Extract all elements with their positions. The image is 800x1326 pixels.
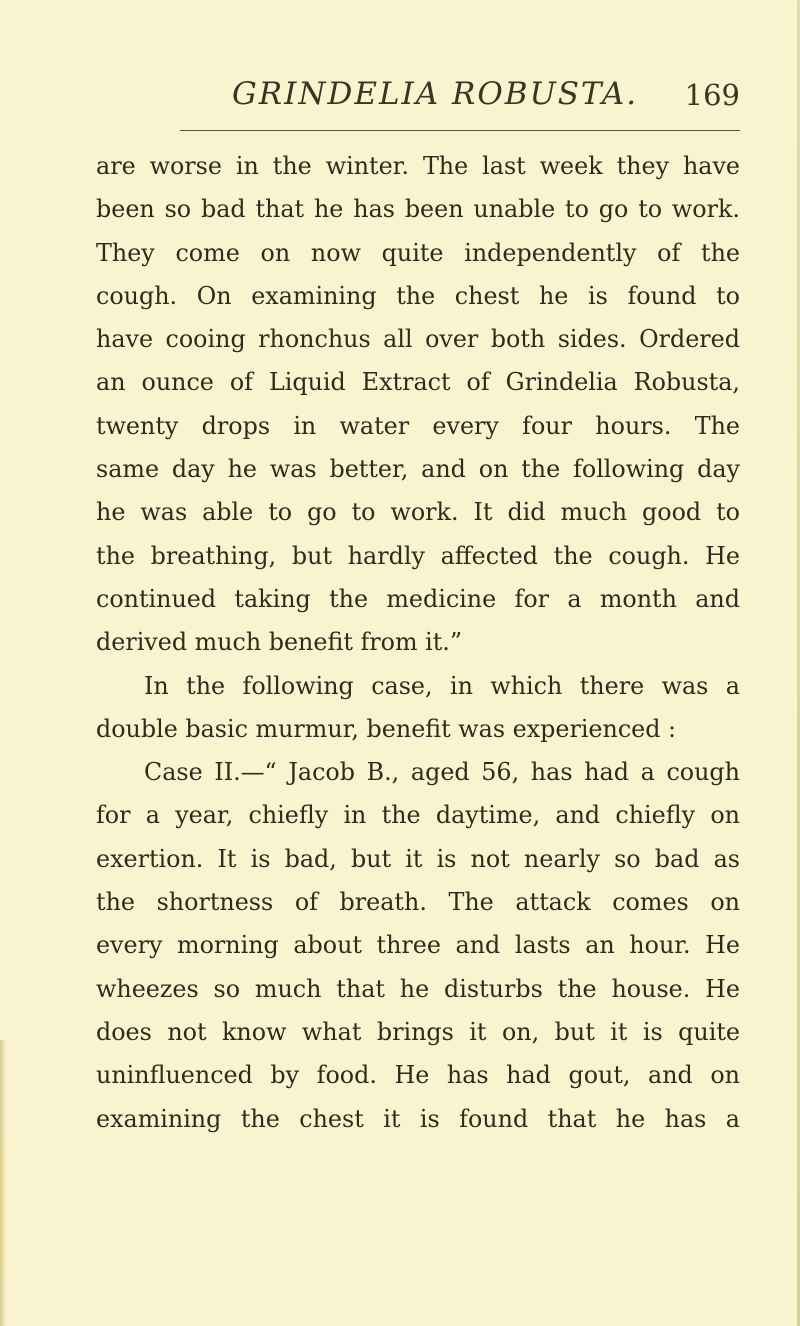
text-line: for a year, chiefly in the daytime, and chiefly on [96,801,740,830]
text-line: an ounce of Liquid Extract of Grindelia Robusta, [96,368,740,397]
text-line: They come on now quite independently of the [96,238,740,267]
text-line: twenty drops in water every four hours. The [96,411,740,440]
text-line: every morning about three and lasts an hour. He [96,931,740,960]
text-line: the breathing, but hardly affected the cough. He [96,541,740,570]
page-number: 169 [684,78,740,112]
text-line: In the following case, in which there was a [144,671,740,700]
text-line: double basic murmur, benefit was experienced : [96,714,677,743]
text-line: Case II.—“ Jacob B., aged 56, has had a cough [144,758,740,787]
text-line: does not know what brings it on, but it is quite [96,1017,740,1046]
text-line: the shortness of breath. The attack comes on [96,888,740,917]
page-shadow [0,1040,6,1326]
text-line: he was able to go to work. It did much good to [96,498,740,527]
text-line: wheezes so much that he disturbs the house. He [96,974,740,1003]
text-line: derived much benefit from it.” [96,628,463,657]
body-text [96,145,740,1141]
text-line: have cooing rhonchus all over both sides. Ordered [96,325,740,354]
text-line: are worse in the winter. The last week they have [96,152,740,180]
running-title: GRINDELIA ROBUSTA. [232,76,639,112]
text-line: uninfluenced by food. He has had gout, and on [96,1061,740,1090]
text-line: examining the chest it is found that he has a [96,1104,740,1133]
running-header [180,76,740,116]
text-line: continued taking the medicine for a month and [96,584,740,613]
text-line: same day he was better, and on the following day [96,455,740,484]
text-line: exertion. It is bad, but it is not nearly so bad as [96,844,740,873]
text-line: cough. On examining the chest he is found to [96,281,740,310]
text-line: been so bad that he has been unable to go to work. [96,195,740,224]
header-rule [180,130,740,131]
